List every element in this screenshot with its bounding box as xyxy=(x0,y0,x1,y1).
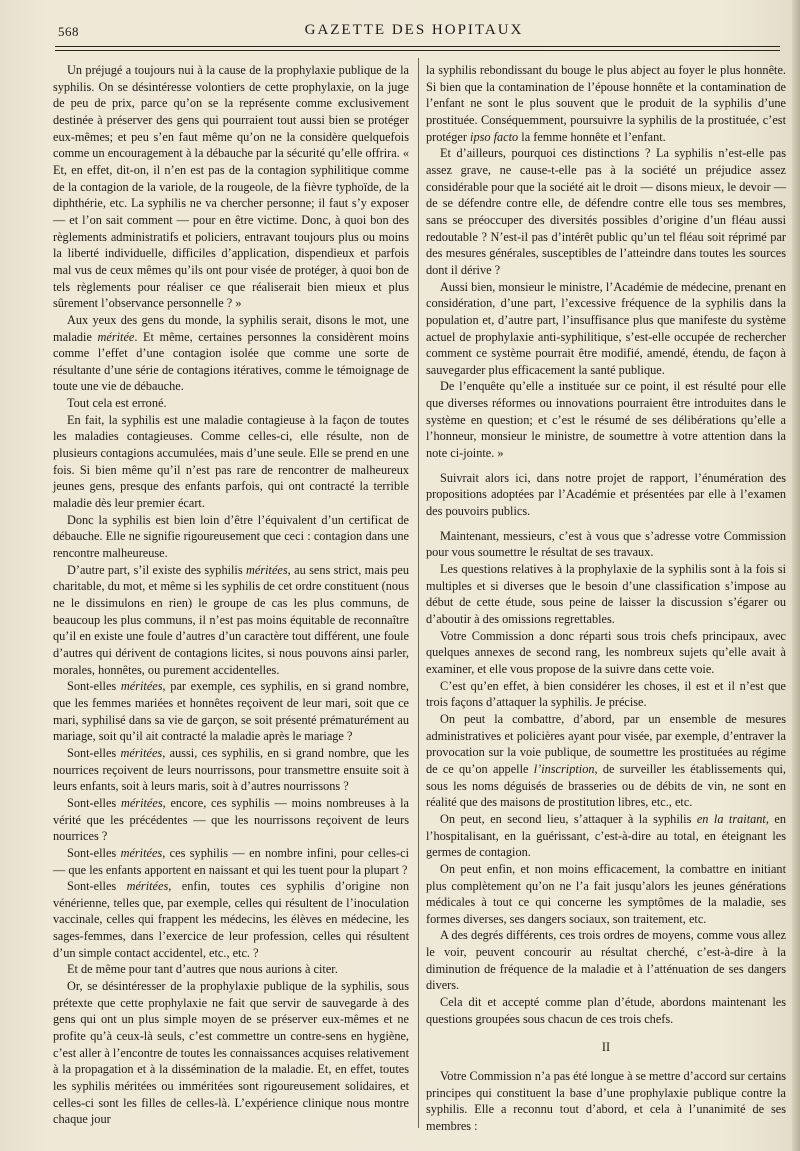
paragraph-text: , de surveiller les établissements qui, sous les noms déguisés de brasseries ou de débits de vin, ne sont en réalité que des maisons de prostitution libres, etc., etc. xyxy=(426,761,786,810)
paragraph-text: En fait, la syphilis est une maladie contagieuse à la façon de toutes les maladies contagieuses. Comme celles-ci, elle résulte, non de plusieurs contagions accumulées, mais d’une seule. Elle se prend en une fois. Si bien même qu’il n’est pas rare de rencontrer de malheureux jeunes gens, presque des enfants parfois, qui ont contracté la terrible maladie dès leur premier écart. xyxy=(53,412,409,511)
italic-term: l’inscription xyxy=(533,761,595,776)
paragraph xyxy=(53,562,409,679)
right-column xyxy=(426,62,786,1135)
italic-term: méritées xyxy=(120,745,163,760)
header-rule xyxy=(55,46,780,47)
paragraph-text: D’autre part, s’il existe des syphilis xyxy=(67,562,246,577)
paragraph xyxy=(53,678,409,745)
paragraph-text: Un préjugé a toujours nui à la cause de la prophylaxie publique de la syphilis. On se désintéresse volontiers de cette prophylaxie, on la juge de peu de prix, parce qu’on se la représente comme exclusivement destinée à préserver des gens qui pourraient tout aussi bien se protéger eux-mêmes; et peu s’en faut même qu’on ne la considère quelquefois comme un encouragement à la débauche par la sécurité qu’elle offrira. « Et, en effet, dit-on, il n’en est pas de la contagion syphilitique comme de la contagion de la variole, de la rougeole, de la fièvre typhoïde, de la diphthérie, etc. La syphilis ne va chercher personne; il faut s’y exposer — et l’on sait comment — pour en être victime. Donc, à quoi bon des règlements administratifs et policiers, entravant toujours plus ou moins la liberté individuelle, difficiles d’application, dispendieux et parfois mal vus de ceux mêmes qu’ils ont pour visée de protéger, à quoi bon de tels règlements pour réaliser ce que réaliserait bien mieux et plus sûrement l’observance personnelle ? » xyxy=(53,63,409,311)
paragraph xyxy=(426,62,786,145)
italic-term: méritées xyxy=(120,845,163,860)
paragraph-text: Sont-elles xyxy=(67,845,121,860)
paragraph xyxy=(53,512,409,562)
paragraph xyxy=(426,1068,786,1135)
paragraph xyxy=(53,795,409,845)
italic-term: méritées xyxy=(246,562,288,577)
paragraph xyxy=(53,961,409,978)
page-header xyxy=(40,22,788,42)
paragraph-text: , enfin, toutes ces syphilis d’origine non vénérienne, telles que, par exemple, celles qui résultent de l’inoculation vaccinale, celles qui frappent les médecins, les élèves en médecine, les sages-femmes, dans l’exercice de leur profession, celles qui résultent d’un simple contact accidentel, etc., etc. ? xyxy=(53,879,409,960)
paragraph-text: , aussi, ces syphilis, en si grand nombre, que les nourrices reçoivent de leurs nourrissons, pour transmettre ensuite soit à leurs enfants, soit à leurs maris, soit à d’autres nourrissons ? xyxy=(53,745,409,794)
paragraph-text: On peut, en second lieu, s’attaquer à la syphilis xyxy=(440,811,697,826)
section-numeral xyxy=(426,1039,786,1056)
paragraph-text: Sont-elles xyxy=(67,745,121,760)
paragraph xyxy=(426,145,786,278)
paragraph-text: Et d’ailleurs, pourquoi ces distinctions ? La syphilis n’est-elle pas assez grave, ne cause-t-elle pas à la société un préjudice assez considérable pour que la société ait le droit — disons mieux, le devoir — de se défendre contre elle, de défendre contre elle tous ses membres, sans se préoccuper des diversités possibles d’origine d’un fléau aussi redoutable ? N’est-il pas d’intérêt public qu’un tel fléau soit réprimé par des mesures générales, susceptibles de l’atteindre dans toutes les sources dont il dérive ? xyxy=(426,146,786,277)
paragraph-text: , par exemple, ces syphilis, en si grand nombre, que les femmes mariées et honnêtes reçoivent de leur mari, soit que ce mari, syphilisé dans sa vie de garçon, se soit présenté prématurément au mariage, soit qu’il ait contracté la maladie après le mariage ? xyxy=(53,679,409,744)
paragraph xyxy=(426,528,786,561)
paragraph xyxy=(53,845,409,878)
paragraph-text: , au sens strict, mais peu charitable, du mot, et même si les syphilis de cet ordre constituent (nous ne le dissimulons en rien) le groupe de cas les plus communs, de beaucoup les plus communs, il n’est pas moins équitable de reconnaître qu’il en existe une foule d’autres d’un caractère tout différent, une foule d’autres qui dérivent de contagions licites, si nous pouvons ainsi parler, morales, honnêtes, ou purement accidentelles. xyxy=(53,562,409,677)
paragraph-text: De l’enquête qu’elle a instituée sur ce point, il est résulté pour elle que diverses réformes ou innovations pourraient être introduites dans le système en question; et c’est le résumé de ses délibérations qu’elle a l’honneur, monsieur le ministre, de soumettre à votre attention dans la note ci-jointe. » xyxy=(426,379,786,461)
paragraph-text: II xyxy=(601,1040,611,1055)
header-rule-secondary xyxy=(55,50,780,51)
paragraph-text: Suivrait alors ici, dans notre projet de rapport, l’énumération des propositions adoptées par l’Académie et présentées par elle à l’examen des pouvoirs publics. xyxy=(426,470,786,519)
paragraph xyxy=(53,62,409,312)
italic-term: méritées xyxy=(126,879,169,894)
paragraph xyxy=(53,312,409,395)
paragraph xyxy=(426,378,786,461)
italic-term: ipso facto xyxy=(470,129,519,144)
page-edge-shadow xyxy=(792,0,800,1151)
column-divider xyxy=(418,58,419,1128)
italic-term: méritée xyxy=(97,329,135,344)
paragraph xyxy=(426,470,786,520)
paragraph xyxy=(53,395,409,412)
paragraph xyxy=(426,711,786,811)
paragraph-text: C’est qu’en effet, à bien considérer les choses, il est et il n’est que trois façons d’attaquer la syphilis. Je précise. xyxy=(426,678,786,710)
paragraph xyxy=(426,861,786,928)
paragraph xyxy=(426,561,786,628)
paragraph-text: On peut enfin, et non moins efficacement, la combattre en initiant plus complètement qu’on ne l’a fait jusqu’alors les jeunes générations médicales à tout ce qui concerne les symptômes de la maladie, ses formes diverses, ses dangers sociaux, son traitement, etc. xyxy=(426,861,786,926)
left-column xyxy=(53,62,409,1128)
paragraph-text: Votre Commission n’a pas été longue à se mettre d’accord sur certains principes qui constituent la base d’une prophylaxie publique contre la syphilis. Elle a reconnu tout d’abord, et cela à l’unanimité de ses membres : xyxy=(426,1069,786,1134)
italic-term: en la traitant xyxy=(696,811,766,826)
paragraph xyxy=(426,811,786,861)
paragraph-text: la femme honnête et l’enfant. xyxy=(518,129,666,144)
paragraph-text: , ces syphilis — en nombre infini, pour celles-ci — que les enfants apportent en naissant et qui les tuent pour la plupart ? xyxy=(53,845,409,877)
paragraph xyxy=(53,878,409,961)
paragraph-text: , encore, ces syphilis — moins nombreuses à la vérité que les précédentes — que les nourrissons reçoivent de leurs nourrices ? xyxy=(53,795,409,844)
paragraph xyxy=(426,628,786,678)
italic-term: méritées xyxy=(120,679,163,694)
italic-term: méritées xyxy=(120,795,163,810)
paragraph-text: Cela dit et accepté comme plan d’étude, abordons maintenant les questions groupées sous chacun de ces trois chefs. xyxy=(426,995,786,1026)
paragraph-text: Sont-elles xyxy=(67,679,121,694)
paragraph xyxy=(426,678,786,711)
paragraph xyxy=(426,927,786,994)
page-number: 568 xyxy=(58,24,79,39)
paragraph-text: . Et même, certaines personnes la considèrent moins comme l’effet d’une contagion isolée que comme une sorte de résultante d’une série de contagions itératives, comme le témoignage de toute une vie de débauche. xyxy=(53,329,409,394)
paragraph xyxy=(426,994,786,1027)
paragraph-text: A des degrés différents, ces trois ordres de moyens, comme vous allez le voir, peuvent concourir au résultat cherché, c’est-à-dire à la diminution de fréquence de la maladie et à l’atténuation de ses dangers divers. xyxy=(426,928,786,993)
paragraph-text: Aussi bien, monsieur le ministre, l’Académie de médecine, prenant en considération, d’une part, l’excessive fréquence de la syphilis dans la population et, d’autre part, l’insuffisance plus que manifeste du système actuel de prophylaxie anti-syphilitique, s’est-elle occupée de rechercher comment ce système pourrait être modifié, amendé, étendu, de façon à sauvegarder plus efficacement la santé publique. xyxy=(426,279,786,377)
paragraph-text: Tout cela est erroné. xyxy=(67,396,167,411)
paragraph-text: Les questions relatives à la prophylaxie de la syphilis sont à la fois si multiples et si diverses que le besoin d’une classification s’impose au début de cette étude, sous peine de laisser la discussion s’égarer ou d’aboutir à des omissions regrettables. xyxy=(426,562,786,626)
paragraph-text: Votre Commission a donc réparti sous trois chefs principaux, avec quelques annexes de second rang, les nombreux sujets qu’elle avait à examiner, et elle vous propose de la suivre dans cette voie. xyxy=(426,628,786,676)
paragraph-text: Sont-elles xyxy=(67,795,121,810)
paragraph xyxy=(426,279,786,379)
paragraph-text: Sont-elles xyxy=(67,879,127,894)
paragraph-text: Donc la syphilis est bien loin d’être l’équivalent d’un certificat de débauche. Elle ne signifie rigoureusement que ceci : contagion dans une rencontre malheureuse. xyxy=(53,512,409,561)
paragraph xyxy=(53,978,409,1128)
paragraph-text: Maintenant, messieurs, c’est à vous que s’adresse votre Commission pour vous soumettre le résultat de ses travaux. xyxy=(426,528,786,560)
paragraph xyxy=(53,412,409,512)
paragraph-text: Or, se désintéresser de la prophylaxie publique de la syphilis, sous prétexte que cette prophylaxie ne fait que servir de sauvegarde à des gens qui ont un plus simple moyen de se préserver eux-mêmes et ne profite qu’à ceux-là seuls, c’est commettre un contre-sens en hygiène, c’est aller à l’encontre de toutes les connaissances acquises relativement à la propagation et à la dissémination de la maladie. Et, en effet, toutes les syphilis méritées ou imméritées sont rigoureusement solidaires, et celles-ci sont les filles de celles-là. L’expérience clinique nous montre chaque jour xyxy=(53,979,409,1127)
paragraph-text: Et de même pour tant d’autres que nous aurions à citer. xyxy=(67,962,338,977)
journal-title: GAZETTE DES HOPITAUX xyxy=(304,22,524,38)
paragraph-text: Aux yeux des gens du monde, la syphilis serait, disons le mot, une maladie xyxy=(53,312,409,344)
paragraph xyxy=(53,745,409,795)
paragraph-text: , en l’hospitalisant, en la guérissant, c’est-à-dire au total, en éteignant les germes de contagion. xyxy=(426,811,786,860)
paragraph-text: On peut la combattre, d’abord, par un ensemble de mesures administratives et policières ayant pour visée, par exemple, d’entraver la provocation sur la voie publique, de soumettre les prostituées au régime de ce qu’on appelle xyxy=(426,711,786,776)
paragraph-text: la syphilis rebondissant du bouge le plus abject au foyer le plus honnête. Si bien que la contamination de l’épouse honnête et la contamination de l’enfant ne sont le plus souvent que le produit de la syphilis d’une prostituée. Conséquemment, poursuivre la syphilis de la prostituée, c’est protéger xyxy=(426,63,786,144)
